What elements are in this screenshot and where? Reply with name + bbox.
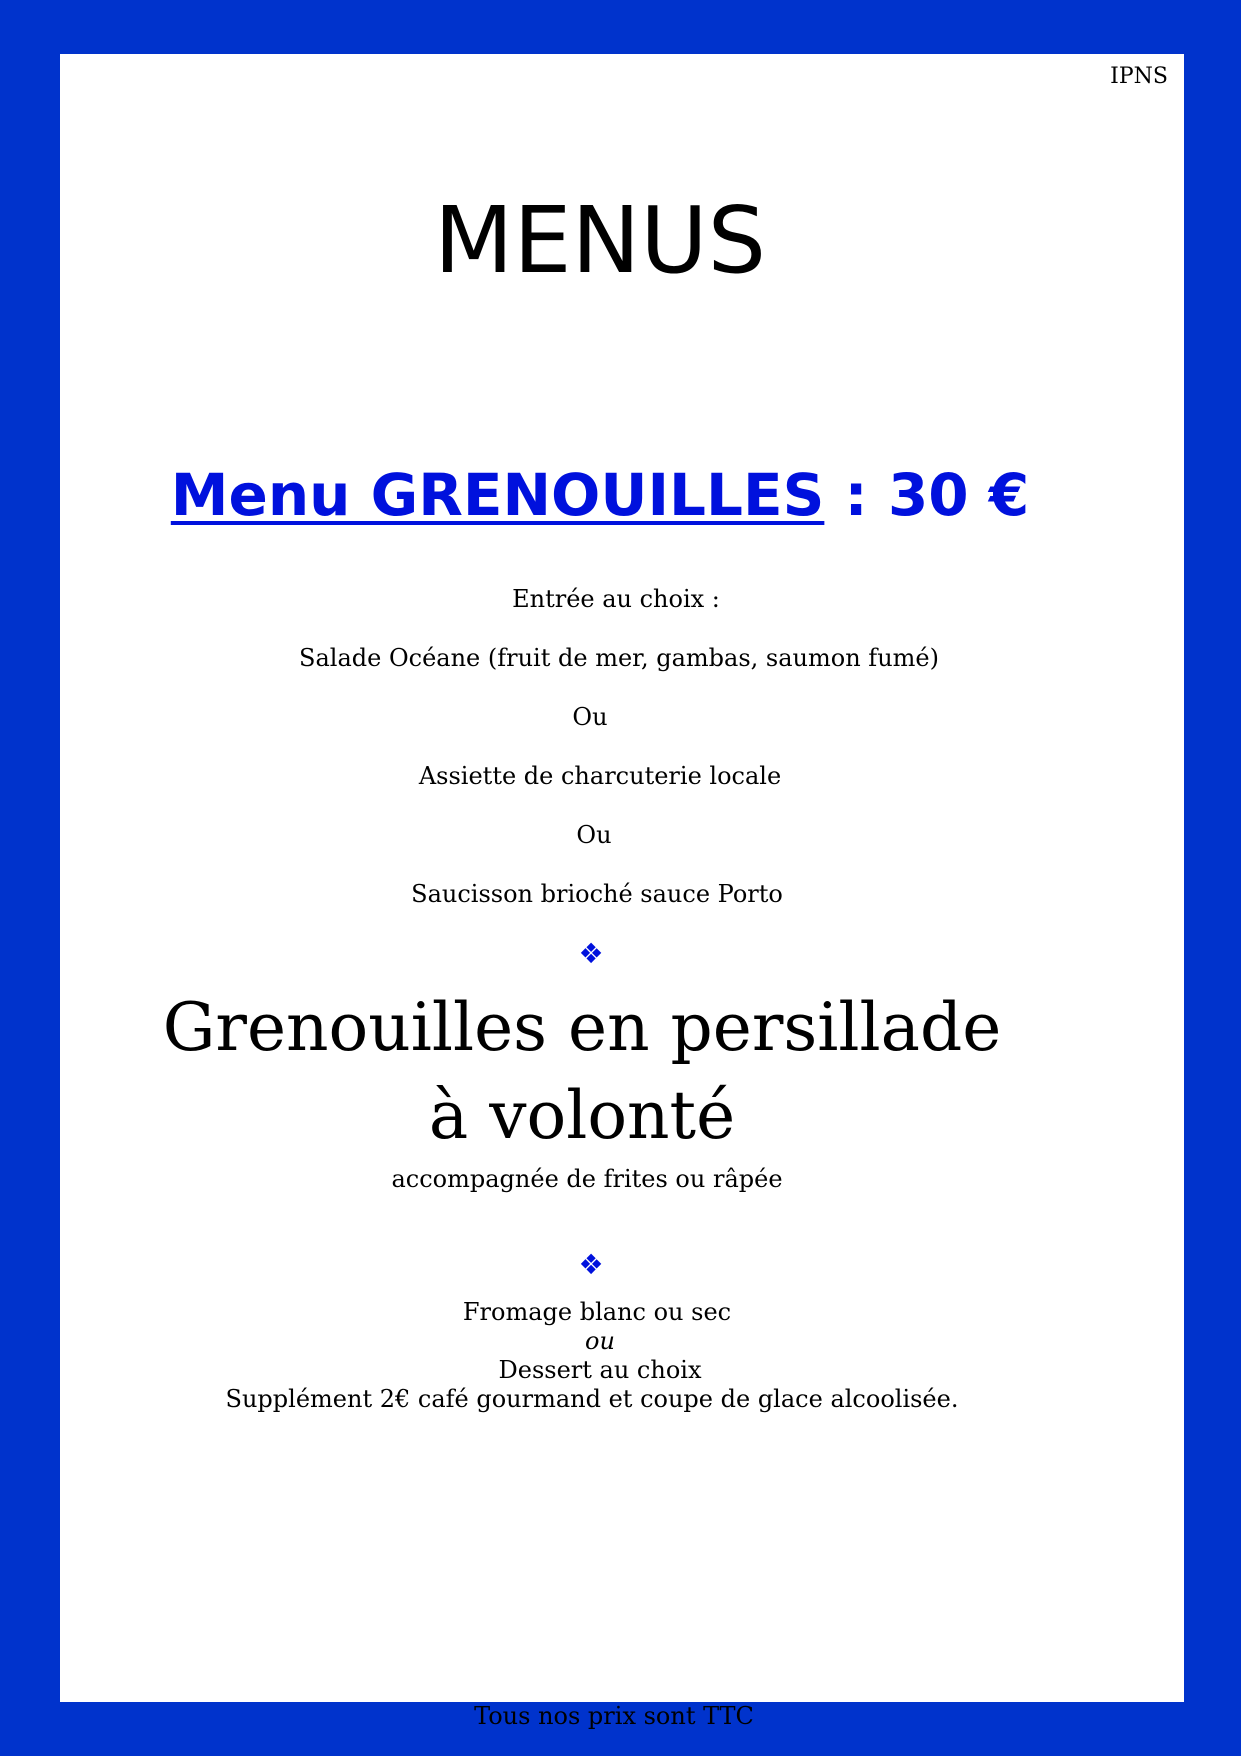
separator-diamond-2: ❖	[578, 1248, 604, 1281]
separator-diamond-1: ❖	[578, 937, 604, 970]
menu-price: : 30 €	[824, 461, 1030, 529]
ipns-label: IPNS	[1110, 64, 1168, 89]
starter-option-3: Saucisson brioché sauce Porto	[411, 880, 783, 908]
menu-name: Menu GRENOUILLES	[170, 461, 825, 529]
main-dish-side: accompagnée de frites ou râpée	[391, 1165, 783, 1193]
or-separator-2: Ou	[576, 821, 612, 849]
dessert-option-1: Fromage blanc ou sec	[462, 1298, 732, 1326]
menu-page	[60, 54, 1184, 1730]
menu-heading	[60, 460, 1140, 530]
or-separator-1: Ou	[572, 703, 608, 731]
main-dish-line-1: Grenouilles en persillade	[162, 989, 1002, 1066]
footer-note: Tous nos prix sont TTC	[474, 1702, 754, 1730]
main-dish-line-2: à volonté	[428, 1077, 736, 1154]
starter-intro: Entrée au choix :	[512, 585, 720, 613]
or-separator-3: ou	[585, 1327, 615, 1355]
starter-option-1: Salade Océane (fruit de mer, gambas, saumon fumé)	[299, 644, 939, 672]
dessert-supplement: Supplément 2€ café gourmand et coupe de glace alcoolisée.	[225, 1385, 959, 1413]
page-title: MENUS	[433, 187, 767, 294]
starter-option-2: Assiette de charcuterie locale	[418, 762, 782, 790]
dessert-option-2: Dessert au choix	[498, 1356, 702, 1384]
